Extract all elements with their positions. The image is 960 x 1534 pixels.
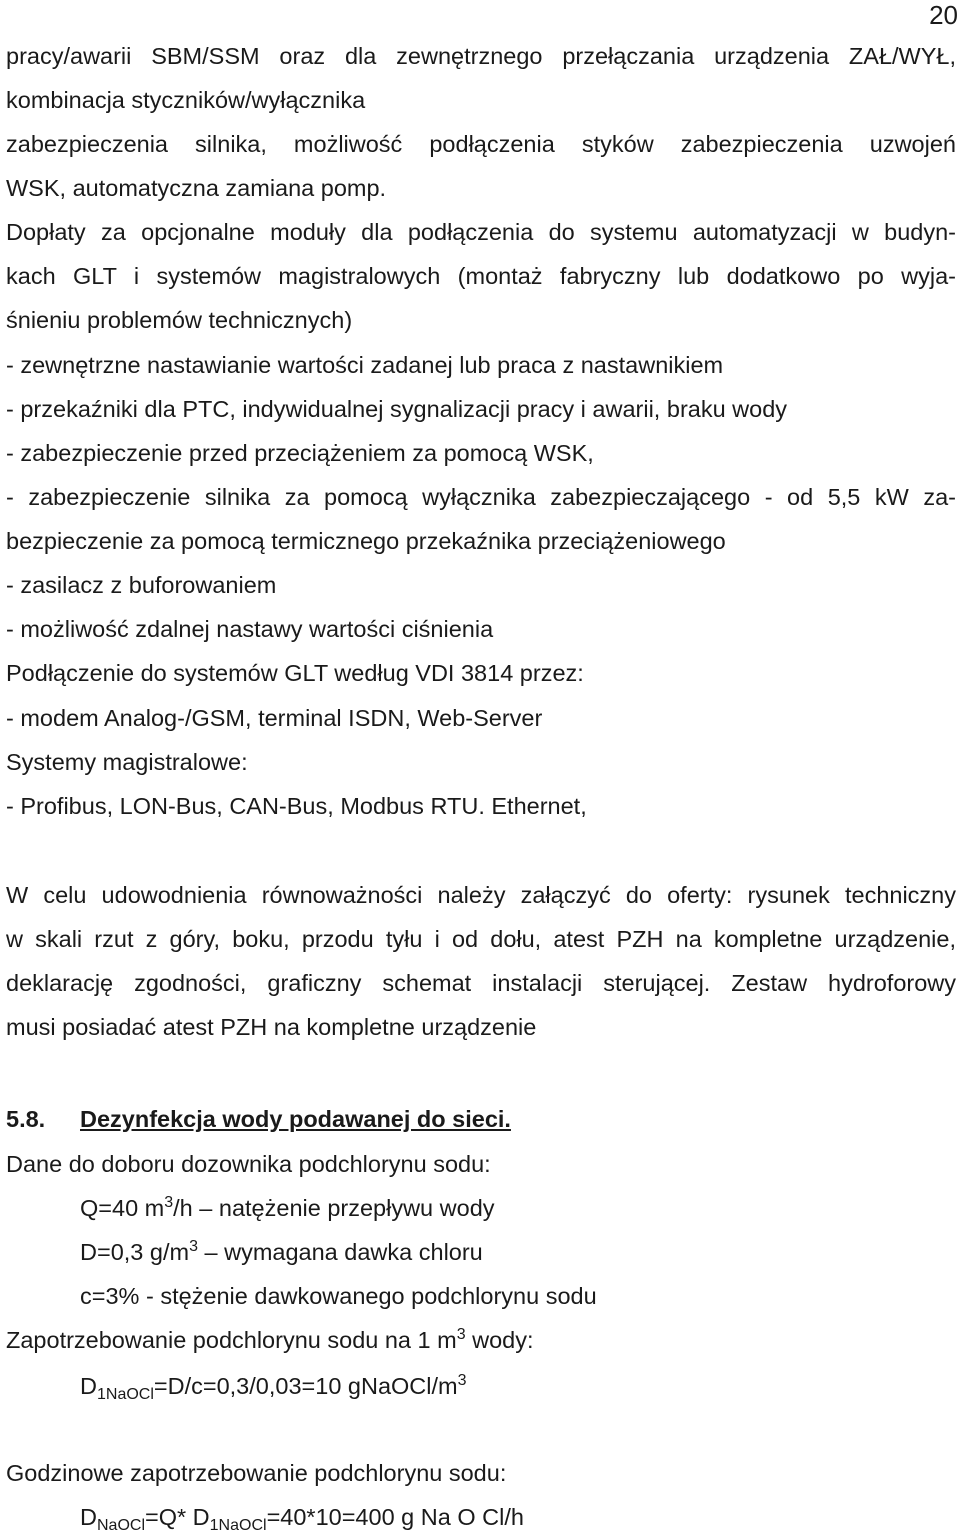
text-line: w skali rzut z góry, boku, przodu tyłu i od dołu, atest PZH na kompletne urządzenie, — [6, 926, 956, 952]
list-item: - zabezpieczenie silnika za pomocą wyłącznika zabezpieczającego - od 5,5 kW za- — [6, 484, 956, 510]
text-line: deklarację zgodności, graficzny schemat instalacji sterującej. Zestaw hydroforowy — [6, 970, 956, 996]
formula-dnaocl: $D_{NaOCl}=Q*$ $D_{1NaOCl}=40*10=400$ g Na O Cl/h — [80, 1504, 524, 1534]
formula-c: c=3% - stężenie dawkowanego podchlorynu sodu — [80, 1283, 597, 1309]
text-line: WSK, automatyczna zamiana pomp. — [6, 175, 387, 201]
formula-q: Q=40 $m^3/h$ – natężenie przepływu wody — [80, 1194, 495, 1221]
text-line: kombinacja styczników/wyłącznika — [6, 87, 366, 113]
text-line: Systemy magistralowe: — [6, 749, 248, 775]
list-item: - przekaźniki dla PTC, indywidualnej sygnalizacji pracy i awarii, braku wody — [6, 396, 788, 422]
list-item: - możliwość zdalnej nastawy wartości ciśnienia — [6, 616, 494, 642]
list-item: - Profibus, LON-Bus, CAN-Bus, Modbus RTU. Ethernet, — [6, 793, 587, 819]
text-line: W celu udowodnienia równoważności należy załączyć do oferty: rysunek techniczny — [6, 882, 956, 908]
text-line: zabezpieczenia silnika, możliwość podłączenia styków zabezpieczenia uzwojeń — [6, 131, 956, 157]
text-line: pracy/awarii SBM/SSM oraz dla zewnętrznego przełączania urządzenia ZAŁ/WYŁ, — [6, 43, 956, 69]
section-number: 5.8. — [6, 1106, 46, 1132]
list-item: - zasilacz z buforowaniem — [6, 572, 277, 598]
list-item: - zabezpieczenie przed przeciążeniem za pomocą WSK, — [6, 440, 594, 466]
section-title: Dezynfekcja wody podawanej do sieci. — [80, 1106, 511, 1132]
text-line: Dopłaty za opcjonalne moduły dla podłączenia do systemu automatyzacji w budyn- — [6, 219, 956, 245]
text-line: bezpieczenie za pomocą termicznego przekaźnika przeciążeniowego — [6, 528, 726, 554]
formula-d: D=0,3 $g/m^3$ – wymagana dawka chloru — [80, 1238, 483, 1265]
text-line: Zapotrzebowanie podchlorynu sodu na 1 $m^3$ wody: — [6, 1326, 534, 1353]
text-line: Dane do doboru dozownika podchlorynu sodu: — [6, 1151, 491, 1177]
page-number: 20 — [929, 0, 958, 30]
formula-d1: $D_{1NaOCl}=D/c=0,3/0,03=10$ gNaOCl/$m^3$ — [80, 1372, 467, 1403]
list-item: - zewnętrzne nastawianie wartości zadanej lub praca z nastawnikiem — [6, 352, 724, 378]
text-line: Godzinowe zapotrzebowanie podchlorynu sodu: — [6, 1460, 507, 1486]
text-line: musi posiadać atest PZH na kompletne urządzenie — [6, 1014, 537, 1040]
text-line: kach GLT i systemów magistralowych (montaż fabryczny lub dodatkowo po wyja- — [6, 263, 956, 289]
text-line: Podłączenie do systemów GLT według VDI 3814 przez: — [6, 660, 584, 686]
text-line: śnieniu problemów technicznych) — [6, 307, 353, 333]
list-item: - modem Analog-/GSM, terminal ISDN, Web-Server — [6, 705, 543, 731]
